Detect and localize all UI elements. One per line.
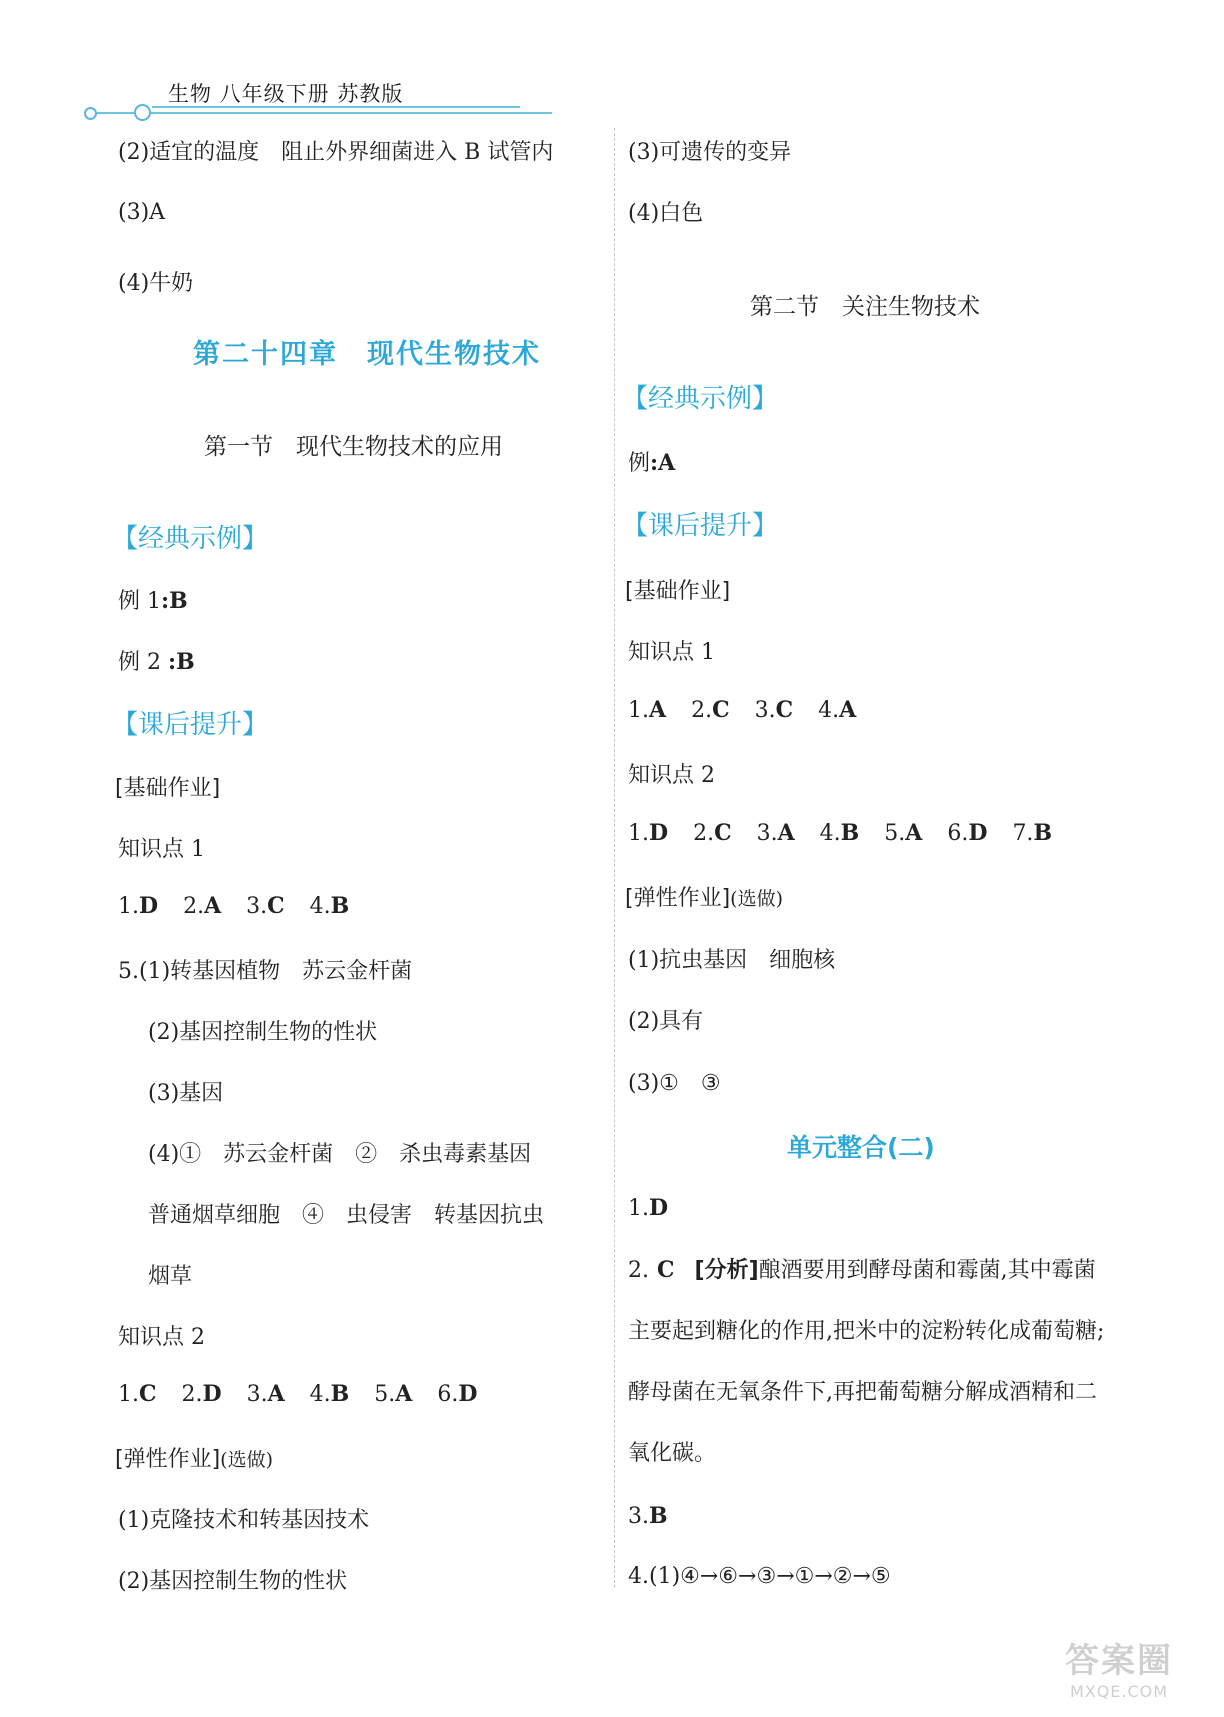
classic-examples-tag: 【经典示例】 xyxy=(622,384,779,414)
answer-item: 5.A xyxy=(374,1381,413,1407)
chapter-title: 第二十四章 现代生物技术 xyxy=(193,339,541,370)
column-divider xyxy=(614,128,615,1588)
header-line-top xyxy=(152,106,520,108)
answer-item: 5.A xyxy=(884,820,923,846)
example-2: 例 2 :B xyxy=(118,649,195,675)
answer-item: 1.D xyxy=(628,820,669,846)
knowledge-point-2: 知识点 2 xyxy=(628,763,715,788)
header-line-main xyxy=(90,112,552,114)
after-class-tag: 【课后提升】 xyxy=(622,511,779,541)
answer-row-kp2 xyxy=(118,1381,477,1407)
answer-line: (2)具有 xyxy=(628,1009,704,1034)
header-dot-small xyxy=(84,107,97,120)
knowledge-point-1: 知识点 1 xyxy=(628,640,715,665)
answer-item: 1.D xyxy=(118,893,159,919)
answer-item: 1.A xyxy=(628,697,667,723)
answer-line: (3)① ③ xyxy=(628,1071,721,1096)
basic-homework-label: [基础作业] xyxy=(115,776,221,801)
answer-item: 2.C xyxy=(691,697,730,723)
unit-answer-2: 2. C [分析]酿酒要用到酵母菌和霉菌,其中霉菌主要起到糖化的作用,把米中的淀粉转化成葡萄糖;酵母菌在无氧条件下,再把葡萄糖分解成酒精和二氧化碳。 xyxy=(628,1257,1105,1466)
unit-title: 单元整合(二) xyxy=(787,1133,935,1162)
answer-line: 5.(1)转基因植物 苏云金杆菌 xyxy=(118,959,413,984)
answer-row-kp2 xyxy=(628,820,1052,846)
elastic-homework-label: [弹性作业](选做) xyxy=(115,1447,273,1472)
answer-item: 2.A xyxy=(183,893,222,919)
elastic-homework-label: [弹性作业](选做) xyxy=(625,886,783,911)
answer-item: 4.B xyxy=(309,893,350,919)
answer-line: (4)① 苏云金杆菌 ② 杀虫毒素基因 xyxy=(148,1142,532,1167)
answer-item: 3.A xyxy=(756,820,795,846)
answer-line: (3)基因 xyxy=(148,1081,224,1106)
example: 例:A xyxy=(628,450,676,476)
basic-homework-label: [基础作业] xyxy=(625,579,731,604)
answer-item: 3.C xyxy=(754,697,794,723)
answer-line: 普通烟草细胞 ④ 虫侵害 转基因抗虫 xyxy=(148,1203,545,1228)
example-label: 例 1 xyxy=(118,589,161,614)
classic-examples-tag: 【经典示例】 xyxy=(112,524,269,554)
knowledge-point-1: 知识点 1 xyxy=(118,837,205,862)
answer-line: (1)克隆技术和转基因技术 xyxy=(118,1508,370,1533)
watermark-logo: 答案圈 MXQE.COM xyxy=(1065,1641,1173,1701)
example-answer: B xyxy=(169,588,188,614)
answer-line: (2)基因控制生物的性状 xyxy=(118,1569,348,1594)
answer-line: (3)可遗传的变异 xyxy=(628,140,792,165)
answer-line: (4)白色 xyxy=(628,201,704,226)
analysis-text: 酿酒要用到酵母菌和霉菌,其中霉菌主要起到糖化的作用,把米中的淀粉转化成葡萄糖;酵母菌在无氧条件下,再把葡萄糖分解成酒精和二氧化碳。 xyxy=(628,1258,1105,1466)
answer-item: 3.C xyxy=(246,893,285,919)
example-1: 例 1:B xyxy=(118,588,188,614)
knowledge-point-2: 知识点 2 xyxy=(118,1325,205,1350)
answer-line: 烟草 xyxy=(148,1264,193,1289)
example-label: 例 2 xyxy=(118,650,168,675)
answer-line: (4)牛奶 xyxy=(118,271,194,296)
answer-line: (2)适宜的温度 阻止外界细菌进入 B 试管内 xyxy=(118,140,554,165)
answer-item: 4.A xyxy=(818,697,857,723)
example-answer: B xyxy=(176,649,195,675)
answer-item: 6.D xyxy=(947,820,988,846)
answer-line: 4.(1)④→⑥→③→①→②→⑤ xyxy=(628,1564,891,1589)
section-title: 第一节 现代生物技术的应用 xyxy=(204,434,503,460)
answer-item: 4.B xyxy=(309,1381,350,1407)
unit-answer-1: 1.D xyxy=(628,1195,669,1221)
example-label: 例 xyxy=(628,451,651,476)
example-answer: A xyxy=(658,450,676,476)
answer-item: 2.C xyxy=(693,820,732,846)
answer-row-kp1 xyxy=(628,697,856,723)
unit-answer-3: 3.B xyxy=(628,1503,668,1529)
answer-item: 4.B xyxy=(819,820,860,846)
after-class-tag: 【课后提升】 xyxy=(112,710,269,740)
answer-line: (3)A xyxy=(118,200,166,225)
section-title: 第二节 关注生物技术 xyxy=(750,294,980,320)
answer-item: 6.D xyxy=(437,1381,478,1407)
answer-item: 7.B xyxy=(1012,820,1053,846)
answer-item: 2.D xyxy=(181,1381,222,1407)
answer-row-kp1 xyxy=(118,893,349,919)
answer-item: 1.C xyxy=(118,1381,157,1407)
answer-line: (1)抗虫基因 细胞核 xyxy=(628,948,836,973)
answer-item: 3.A xyxy=(246,1381,285,1407)
answer-line: (2)基因控制生物的性状 xyxy=(148,1020,378,1045)
header-dot-large xyxy=(134,104,151,121)
page-header-title: 生物 八年级下册 苏教版 xyxy=(168,82,404,106)
